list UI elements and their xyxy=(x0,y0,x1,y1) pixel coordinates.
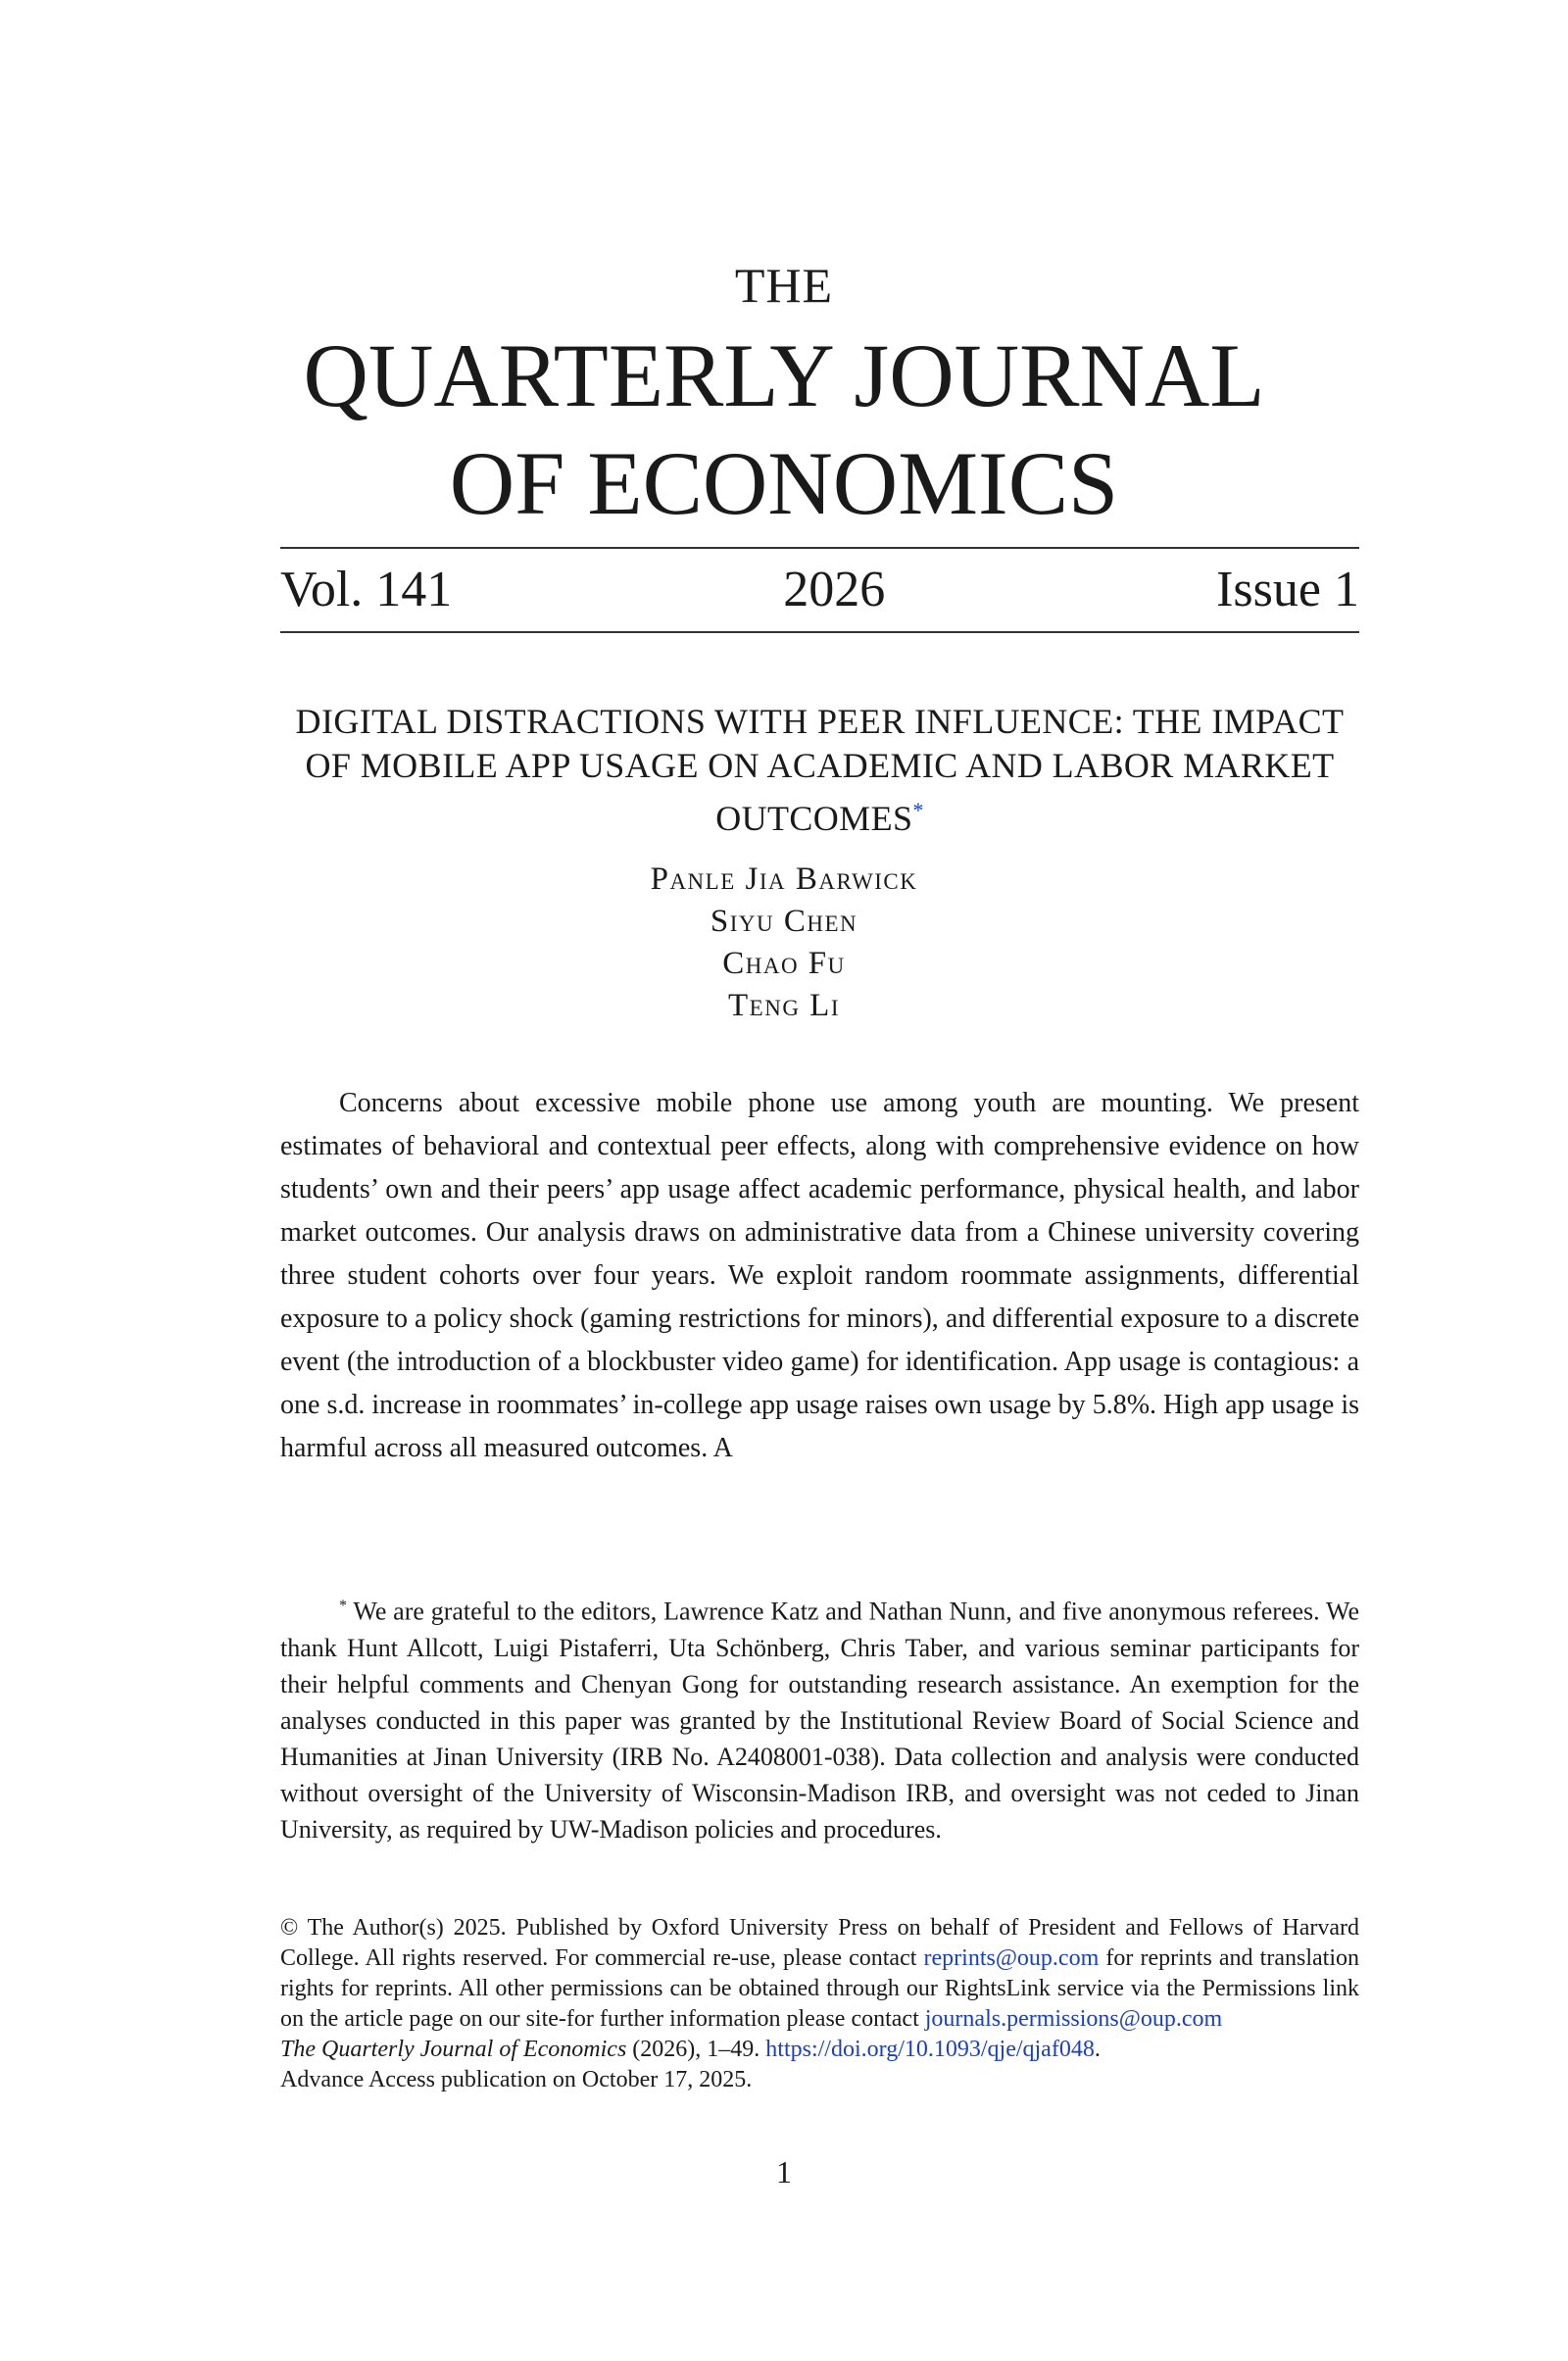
acknowledgement-footnote xyxy=(280,1588,1359,1847)
author-list xyxy=(0,859,1568,1027)
doi-link[interactable]: https://doi.org/10.1093/qje/qjaf048 xyxy=(765,2037,1095,2062)
permissions-email-link[interactable]: journals.permissions@oup.com xyxy=(924,2006,1223,2032)
journal-title-line1: THE xyxy=(734,258,834,313)
copyright-block xyxy=(280,1913,1359,2095)
citation-journal: The Quarterly Journal of Economics xyxy=(280,2037,627,2062)
issue-label: Issue 1 xyxy=(1216,561,1359,617)
citation-details: (2026), 1–49. xyxy=(626,2037,766,2062)
reprints-email-link[interactable]: reprints@oup.com xyxy=(923,1945,1100,1971)
author-name: Panle Jia Barwick xyxy=(650,861,918,897)
title-footnote-marker[interactable]: * xyxy=(912,798,924,822)
year-label: 2026 xyxy=(783,561,886,617)
journal-title-line3: OF ECONOMICS xyxy=(449,433,1119,533)
author-name: Teng Li xyxy=(728,988,840,1023)
advance-access-line: Advance Access publication on October 17, 2025. xyxy=(280,2067,753,2092)
citation-line xyxy=(280,2035,1359,2065)
journal-title-line2: QUARTERLY JOURNAL xyxy=(303,325,1265,425)
volume-label: Vol. 141 xyxy=(280,561,453,617)
issue-info-row xyxy=(280,555,1359,623)
citation-end: . xyxy=(1094,2037,1101,2062)
page-number: 1 xyxy=(776,2154,792,2189)
article-title xyxy=(280,700,1359,841)
header-rule-top xyxy=(280,547,1359,549)
article-title-text: DIGITAL DISTRACTIONS WITH PEER INFLUENCE: THE IMPACT OF MOBILE APP USAGE ON ACADEMIC AND LABOR MARKET OUTCOMES xyxy=(295,702,1345,838)
copyright-text-2: for reprints and translation rights for reprints. All other permissions can be obtained through our RightsLink service via the Permissions link on the article page on our site-for further information please contact xyxy=(280,1945,1359,2032)
header-rule-bottom xyxy=(280,631,1359,633)
author-name: Siyu Chen xyxy=(710,904,858,939)
footnote-text: We are grateful to the editors, Lawrence Katz and Nathan Nunn, and five anonymous referees. We thank Hunt Allcott, Luigi Pistaferri, Uta Schönberg, Chris Taber, and various seminar participants for their helpful comments and Chenyan Gong for outstanding research assistance. An exemption for the analyses conducted in this paper was granted by the Institutional Review Board of Social Science and Humanities at Jinan University (IRB No. A2408001-038). Data collection and analysis were conducted without oversight of the University of Wisconsin-Madison IRB, and oversight was not ceded to Jinan University, as required by UW-Madison policies and procedures. xyxy=(280,1597,1359,1844)
abstract-text: Concerns about excessive mobile phone use among youth are mounting. We present estimates of behavioral and contextual peer effects, along with comprehensive evidence on how students’ own and their peers’ app usage affect academic performance, physical health, and labor market outcomes. Our analysis draws on administrative data from a Chinese university covering three student cohorts over four years. We exploit random roommate assignments, differential exposure to a policy shock (gaming restrictions for minors), and differential exposure to a discrete event (the introduction of a blockbuster video game) for identification. App usage is contagious: a one s.d. increase in roommates’ in-college app usage raises own usage by 5.8%. High app usage is harmful across all measured outcomes. A xyxy=(280,1088,1359,1463)
copyright-text-1: © The Author(s) 2025. Published by Oxford University Press on behalf of President and Fellows of Harvard College. All rights reserved. For commercial re-use, please contact xyxy=(280,1915,1359,1971)
footnote-marker: * xyxy=(339,1598,347,1614)
author-name: Chao Fu xyxy=(722,946,846,981)
